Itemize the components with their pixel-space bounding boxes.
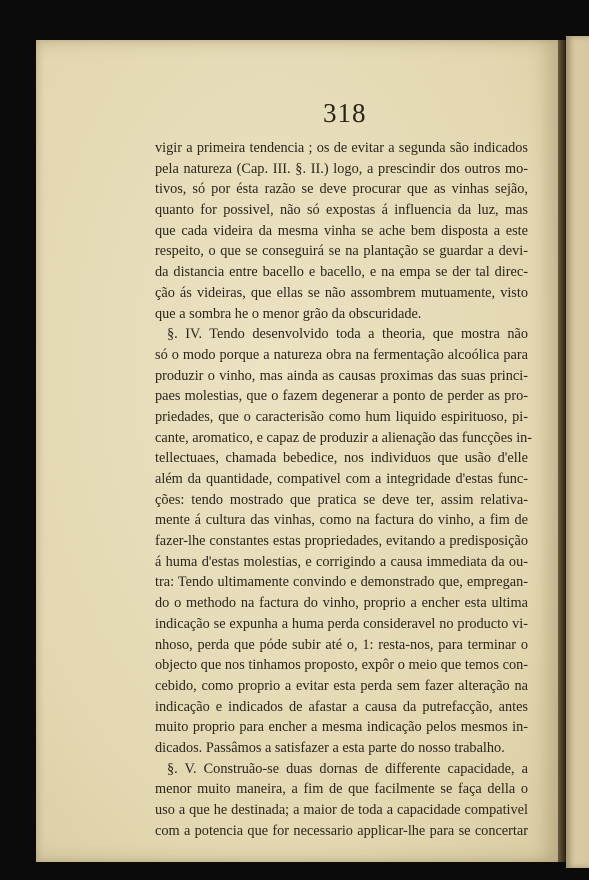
text-line: pela natureza (Cap. III. §. II.) logo, a prescindir dos outros mo- xyxy=(155,160,528,177)
text-line: só o modo porque a natureza obra na fermentação alcoólica para xyxy=(155,346,528,363)
text-line: da distancia entre bacello e bacello, e na empa se der tal direc- xyxy=(155,264,528,281)
text-line: §. IV. Tendo desenvolvido toda a theoria, que mostra não xyxy=(167,326,528,343)
text-line: tellectuaes, chamada bebedice, nos individuos que usão d'elle xyxy=(155,450,528,467)
page-number: 318 xyxy=(323,98,367,128)
text-line: além da quantidade, compativel com a integridade d'estas func- xyxy=(155,471,528,487)
text-line: ção ás videiras, que ellas se não assombrem mutuamente, visto xyxy=(155,284,528,301)
facing-page-edge xyxy=(566,36,589,868)
text-line: indicação se expunha a huma perda consideravel no producto vi- xyxy=(155,615,528,632)
text-line: tra: Tendo ultimamente convindo e demonstrado que, empregan- xyxy=(155,574,528,591)
text-line: menor muito maneira, a fim de que facilmente se faça della o xyxy=(155,781,528,798)
text-line: tivos, só por ésta razão se deve procurar que as vinhas sejão, xyxy=(155,181,528,198)
text-line: dicados. Passâmos a satisfazer a esta parte do nosso trabalho. xyxy=(155,739,505,756)
text-line: á huma d'estas molestias, e corrigindo a causa immediata da ou- xyxy=(155,553,528,570)
text-line: objecto que nos tinhamos proposto, expôr o meio que temos con- xyxy=(155,657,528,674)
text-line: cebido, como proprio a evitar esta perda sem fazer alteração na xyxy=(155,677,528,694)
text-line: uso a que he destinada; a maior de toda a capacidade compativel xyxy=(155,802,528,818)
text-line: ções: tendo mostrado que pratica se deve ter, assim relativa- xyxy=(155,491,528,508)
text-line: que a sombra he o menor grão da obscuridade. xyxy=(155,305,422,322)
text-line: que cada videira da mesma vinha se ache bem disposta a este xyxy=(155,222,528,239)
text-line: cante, aromatico, e capaz de produzir a alienação das funcções in- xyxy=(155,429,533,446)
text-line: fazer-lhe constantes estas propriedades, evitando a predisposição xyxy=(155,533,528,550)
text-line: §. V. Construão-se duas dornas de differente capacidade, a xyxy=(167,760,528,777)
text-line: priedades, que o caracterisão como hum liquido espirituoso, pi- xyxy=(155,408,528,425)
text-line: nhoso, perda que póde subir até o, 1: resta-nos, para terminar o xyxy=(155,636,528,653)
text-line: mente á cultura das vinhas, como na factura do vinho, a fim de xyxy=(155,512,528,529)
text-line: respeito, o que se conseguirá se na plantação se guardar a devi- xyxy=(155,243,528,260)
text-line: paes molestias, que o fazem degenerar a ponto de perder as pro- xyxy=(155,388,528,405)
text-line: produzir o vinho, mas ainda as causas proximas das suas princi- xyxy=(155,367,528,384)
text-line: do o methodo na factura do vinho, proprio a encher esta ultima xyxy=(155,595,528,612)
body-text xyxy=(155,138,533,841)
text-line: vigir a primeira tendencia ; os de evitar a segunda são indicados xyxy=(155,140,528,156)
text-line: com a potencia que for necessario applicar-lhe para se concertar xyxy=(155,822,528,839)
text-line: muito proprio para encher a mesma indicação pelos mesmos in- xyxy=(155,719,528,736)
text-line: indicação e indicados de afastar a causa da putrefacção, antes xyxy=(155,698,528,715)
text-line: quanto for possivel, não só expostas á influencia da luz, mas xyxy=(155,202,528,219)
